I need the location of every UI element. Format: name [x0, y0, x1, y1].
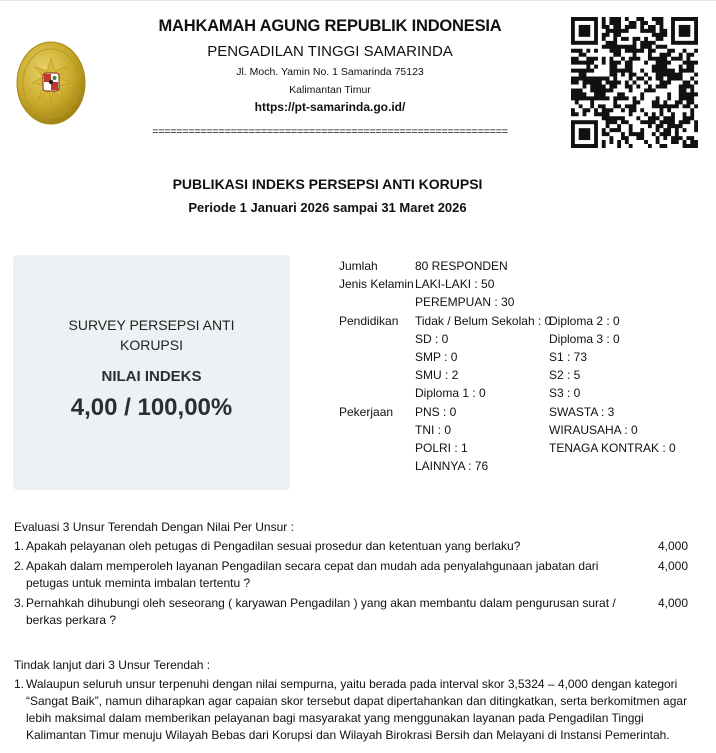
item-text: Apakah pelayanan oleh petugas di Pengadilan sesuai prosedur dan ketentuan yang berlaku? [26, 539, 521, 553]
stats-value-secondary: Diploma 2 : 0 [549, 313, 620, 328]
stats-value-secondary: S2 : 5 [549, 368, 581, 383]
survey-label: SURVEY PERSEPSI ANTI KORUPSI [68, 317, 235, 353]
stats-value-secondary: S1 : 73 [549, 349, 588, 364]
item-score: 4,000 [657, 559, 688, 573]
header-separator: =========================================================== [152, 126, 508, 138]
top-divider [0, 0, 716, 1]
item-number: 1. [14, 677, 25, 691]
stats-value: SMU : 2 [415, 368, 459, 383]
stats-value-secondary: SWASTA : 3 [549, 404, 615, 419]
evaluation-item [14, 595, 704, 629]
page-title: PUBLIKASI INDEKS PERSEPSI ANTI KORUPSI [172, 176, 483, 192]
index-label: NILAI INDEKS [101, 368, 202, 385]
evaluation-item [14, 558, 704, 592]
stats-value: SMP : 0 [415, 349, 458, 364]
item-number: 3. [14, 596, 25, 610]
stats-value: Diploma 1 : 0 [415, 386, 486, 401]
stats-label: Pekerjaan [339, 404, 394, 419]
item-number: 1. [14, 539, 25, 553]
court-website-link[interactable]: https://pt-samarinda.go.id/ [254, 100, 406, 114]
stats-value: SD : 0 [415, 331, 449, 346]
stats-value: LAINNYA : 76 [415, 459, 489, 474]
item-text: Walaupun seluruh unsur terpenuhi dengan nilai sempurna, yaitu berada pada interval skor 3,5324 – 4,000 dengan kategori “Sangat Baik”, namun diharapkan agar capaian skor tersebut dapat dipertahankan dan ditingkatkan, serta berkomitmen agar lebih maksimal dalam memberikan pelayanan bagi masyarakat yang menggunakan layanan pada Pengadilan Tinggi Kalimantan Timur menuju Wilayah Bebas dari Korupsi dan Wilayah Birokrasi Bersih dan Melayani di Instansi Pemerintah. [26, 677, 688, 742]
evaluation-item [14, 538, 704, 555]
court-region: Kalimantan Timur [289, 84, 371, 96]
court-address: Jl. Moch. Yamin No. 1 Samarinda 75123 [236, 66, 424, 78]
qr-code-icon [571, 17, 698, 148]
stats-value-secondary: TENAGA KONTRAK : 0 [549, 440, 676, 455]
institution-name: MAHKAMAH AGUNG REPUBLIK INDONESIA [158, 17, 502, 35]
stats-value-secondary: S3 : 0 [549, 386, 581, 401]
court-name: PENGADILAN TINGGI SAMARINDA [207, 43, 453, 60]
item-text: Apakah dalam memperoleh layanan Pengadilan secara cepat dan mudah ada penyalahgunaan jabatan dari petugas untuk meminta imbalan tertentu ? [26, 559, 599, 590]
evaluation-section [14, 520, 704, 632]
stats-value-secondary: WIRAUSAHA : 0 [549, 422, 638, 437]
stats-value: LAKI-LAKI : 50 [415, 277, 495, 292]
evaluation-title: Evaluasi 3 Unsur Terendah Dengan Nilai Per Unsur : [14, 520, 294, 534]
mahkamah-agung-emblem-icon [16, 41, 86, 125]
stats-value: Tidak / Belum Sekolah : 0 [415, 313, 552, 328]
stats-label: Jenis Kelamin [339, 277, 414, 292]
follow-up-item [14, 676, 704, 744]
item-number: 2. [14, 559, 25, 573]
stats-value: PEREMPUAN : 30 [415, 295, 515, 310]
item-text: Pernahkah dihubungi oleh seseorang ( karyawan Pengadilan ) yang akan membantu dalam pengurusan surat / berkas perkara ? [26, 596, 616, 627]
stats-label: Jumlah [339, 259, 378, 273]
stats-value-secondary: Diploma 3 : 0 [549, 331, 620, 346]
stats-value: TNI : 0 [415, 422, 452, 437]
period-subtitle: Periode 1 Januari 2026 sampai 31 Maret 2026 [188, 200, 467, 215]
item-score: 4,000 [657, 596, 688, 610]
item-score: 4,000 [657, 539, 688, 553]
follow-up-section [14, 658, 704, 747]
index-value: 4,00 / 100,00% [70, 394, 233, 421]
follow-up-title: Tindak lanjut dari 3 Unsur Terendah : [14, 658, 211, 672]
stats-label: Pendidikan [339, 313, 399, 328]
index-card [13, 255, 290, 490]
stats-value: PNS : 0 [415, 404, 457, 419]
stats-value: POLRI : 1 [415, 440, 468, 455]
stats-value: 80 RESPONDEN [415, 259, 508, 273]
